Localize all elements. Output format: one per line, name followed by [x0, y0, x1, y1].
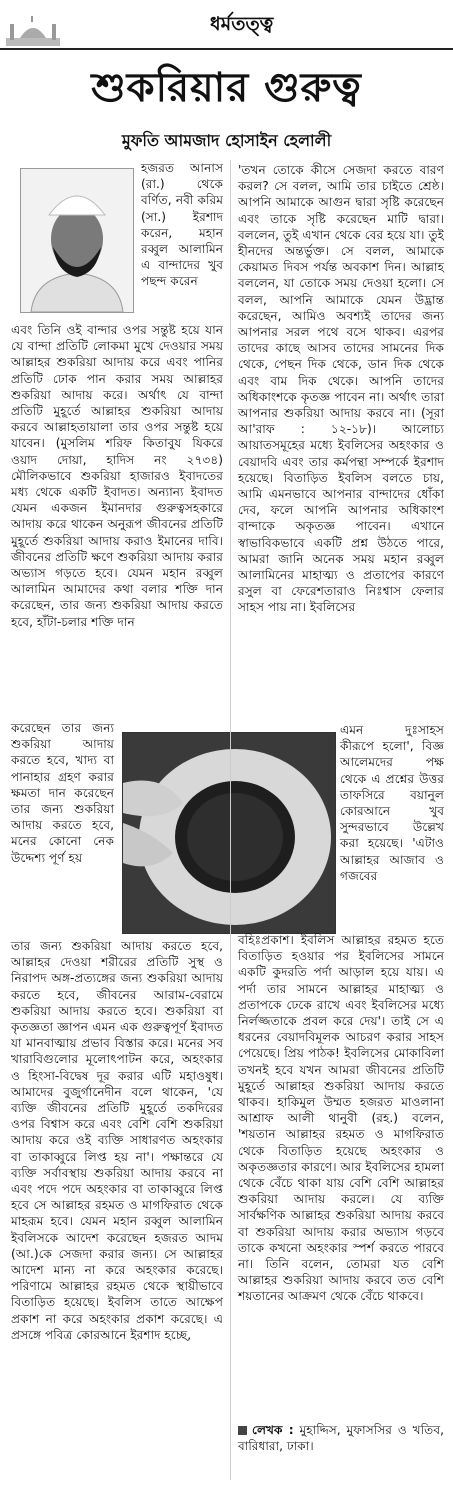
author-note	[238, 1422, 444, 1454]
section-title: ধর্মতত্ত্ব	[210, 13, 274, 35]
column-left-top	[141, 160, 223, 290]
paragraph: এবং তিনি ওই বান্দার ওপর সন্তুষ্ট হয়ে যান যে বান্দা প্রতিটি লোকমা মুখে দেওয়ার সময় আল্লাহর শুকরিয়া আদায় করে এবং পানির প্রতিটি ঢোক পান করার সময় আল্লাহর শুকরিয়া আদায় করে। অর্থাৎ যে বান্দা প্রতিটি মুহূর্তে আল্লাহর শুকরিয়া আদায় করবে আল্লাহতায়ালা তার ওপর সন্তুষ্ট হয়ে যাবেন। (মুসলিম শরিফ কিতাবুয যিকরে ওয়াদ দোয়া, হাদিস নং ২৭৩৪) মৌলিকভাবে শুকরিয়া হাজারও ইবাদতের মধ্য থেকে একটি ইবাদত। অন্যান্য ইবাদত যেমন একজন ইমানদার গুরুত্বসহকারে আদায় করে থাকেন অনুরূপ জীবনের প্রতিটি মুহূর্তে শুকরিয়া আদায় করাও ইমানের দাবি। জীবনের প্রতিটি ক্ষণে শুকরিয়া আদায় করার অভ্যাস গড়তে হবে। যেমন মহান রব্বুল আলামিন আমাদের কথা বলার শক্তি দান করেছেন, তার জন্য শুকরিয়া আদায় করতে হবে, হাঁটা-চলার শক্তি দান	[11, 323, 223, 629]
author-note-text: মুহাদ্দিস, মুফাসসির ও খতিব, বারিধারা, ঢাকা।	[238, 1423, 444, 1454]
paragraph: তার জন্য শুকরিয়া আদায় করতে হবে, আল্লাহর দেওয়া শরীরের প্রতিটি সুস্থ ও নিরাপদ অঙ্গ-প্রত্যঙ্গের জন্য শুকরিয়া আদায় করতে হবে, জীবনের আরাম-বেরামে শুকরিয়া আদায় করতে হবে। শুকরিয়া বা কৃতজ্ঞতা জ্ঞাপন এমন এক গুরুত্বপূর্ণ ইবাদত যা মানবাত্মায় প্রভাব বিস্তার করে। মনের সব খারাবিগুলোর মূলোৎপাটন করে, অহংকার ও হিংসা-বিদ্বেষ দূর করার এটি মহাওষুধ। আমাদের বুজুর্গানেদীন বলে থাকেন, 'যে ব্যক্তি জীবনের প্রতিটি মুহূর্তে তকদিরের ওপর বিশ্বাস করে এবং বেশি বেশি শুকরিয়া আদায় করে ওই ব্যক্তি সাধারণত অহংকার বা তাকাব্বুরে লিপ্ত হয় না'। পক্ষান্তরে যে ব্যক্তি সর্বাবস্থায় শুকরিয়া আদায় করবে না এবং পদে পদে অহংকার বা তাকাব্বুরে লিপ্ত হবে সে আল্লাহর রহমত ও মাগফিরাত থেকে মাহরূম হবে। যেমন মহান রব্বুল আলামিন ইবলিসকে আদেশ করেছেন হজরত আদম (আ.)কে সেজদা করার জন্য। সে আল্লাহর আদেশ মান্য না করে অহংকার করেছে। পরিণামে আল্লাহর রহমত থেকে স্থায়ীভাবে বিতাড়িত হয়েছে। ইবলিস তাতে আক্ষেপ প্রকাশ না করে অহংকার প্রকাশ করেছে। এ প্রসঙ্গে পবিত্র কোরআনে ইরশাদ হচ্ছে,	[11, 939, 223, 1342]
column-right-bottom	[238, 932, 444, 1305]
paragraph: এমন দুঃসাহস কীরূপে হলো', বিজ্ঞ আলেমদের পক্ষ থেকে এ প্রশ্নের উত্তর তাফসিরে বয়ানুল কোরআনে খুব সুন্দরভাবে উল্লেখ করা হয়েছে। 'এটাও আল্লাহর আজাব ও গজবের	[340, 723, 444, 883]
column-left-mid	[11, 720, 114, 866]
byline: মুফতি আমজাদ হোসাইন হেলালী	[121, 131, 332, 150]
author-note-label: লেখক :	[252, 1423, 294, 1437]
column-right-top	[238, 162, 444, 616]
paragraph: 'তখন তোকে কীসে সেজদা করতে বারণ করল? সে বলল, আমি তার চাইতে শ্রেষ্ঠ। আপনি আমাকে আগুন দ্বারা সৃষ্টি করেছেন এবং তাকে সৃষ্টি করেছেন মাটি দ্বারা। বললেন, তুই এখান থেকে বের হয়ে যা। তুই হীনদের অন্তর্ভুক্ত। সে বলল, আমাকে কেয়ামত দিবস পর্যন্ত অবকাশ দিন। আল্লাহ বললেন, যা তোকে সময় দেওয়া হলো। সে বলল, আপনি আমাকে যেমন উদ্ভ্রান্ত করেছেন, আমিও অবশ্যই তাদের জন্য আপনার সরল পথে বসে থাকব। এরপর তাদের কাছে আসব তাদের সামনের দিক থেকে, পেছন দিক থেকে, ডান দিক থেকে এবং বাম দিক থেকে। আপনি তাদের অধিকাংশকে কৃতজ্ঞ পাবেন না। অর্থাৎ তারা আপনার শুকরিয়া আদায় করবে না। (সূরা আ'রাফ : ১২-১৮)। আলোচ্য আয়াতসমূহের মধ্যে ইবলিসের অহংকার ও বেয়াদবি এবং তার কর্মপন্থা সম্পর্কে ইরশাদ হয়েছে। বিতাড়িত ইবলিস বলতে চায়, আমি এমনভাবে আপনার বান্দাদের ধোঁকা দেব, ফলে আপনি আপনার অধিকাংশ বান্দাকে অকৃতজ্ঞ পাবেন। এখানে স্বাভাবিকভাবে একটি প্রশ্ন উঠতে পারে, আমরা জানি অনেক সময় মহান রব্বুল আলামিনের মাহাত্ম্য ও প্রতাপের কারণে রসুল বা ফেরেশতারাও নিঃশ্বাস ফেলার সাহস পায় না। ইবলিসের	[238, 163, 444, 615]
square-bullet-icon	[238, 1426, 247, 1435]
column-left-main	[11, 322, 223, 630]
author-photo	[20, 168, 134, 313]
section-header	[0, 0, 453, 50]
header-divider	[0, 48, 453, 50]
paragraph: বহিঃপ্রকাশ। ইবলিস আল্লাহর রহমত হতে বিতাড়িত হওয়ার পর ইবলিসের সামনে একটি কুদরতি পর্দা আড়াল হয়ে যায়। এ পর্দা তার সামনে আল্লাহর মাহাত্ম্য ও প্রতাপকে ঢেকে রাখে এবং ইবলিসের মধ্যে নির্লজ্জতাকে প্রবল করে দেয়'। তাই সে এ ধরনের বেয়াদবিমূলক আচরণ করার সাহস পেয়েছে। প্রিয় পাঠক! ইবলিসের মোকাবিলা তখনই হবে যখন আমরা জীবনের প্রতিটি মুহূর্তে আল্লাহর শুকরিয়া আদায় করতে থাকব। হাকিমুল উম্মত হজরত মাওলানা আশ্রাফ আলী থানুবী (রহ.) বলেন, 'শয়তান আল্লাহর রহমত ও মাগফিরাত থেকে বিতাড়িত হয়েছে অহংকার ও অকৃতজ্ঞতার কারণে। আর ইবলিসের হামলা থেকে বেঁচে থাকা যায় বেশি বেশি আল্লাহর শুকরিয়া আদায় করলে। যে ব্যক্তি সার্বক্ষণিক আল্লাহর শুকরিয়া আদায় করবে বা শুকরিয়া আদায় করার অভ্যাস গড়বে তাকে কখনো অহংকার স্পর্শ করতে পারবে না। তিনি বলেন, তোমরা যত বেশি আল্লাহর শুকরিয়া আদায় করবে তত বেশি শয়তানের আক্রমণ থেকে বেঁচে থাকবে।	[238, 933, 444, 1304]
mosque-icon	[6, 14, 60, 46]
headline: শুকরিয়ার গুরুত্ব	[91, 65, 362, 111]
column-divider	[230, 160, 231, 1480]
column-right-mid	[340, 722, 444, 884]
paragraph: করেছেন তার জন্য শুকরিয়া আদায় করতে হবে, খাদ্য বা পানাহার গ্রহণ করার ক্ষমতা দান করেছেন তার জন্য শুকরিয়া আদায় করতে হবে, মনের কোনো নেক উদ্দেশ্য পূর্ণ হয়	[11, 721, 114, 865]
prayer-photo	[122, 732, 336, 934]
paragraph: হজরত আনাস (রা.) থেকে বর্ণিত, নবী করিম (সা.) ইরশাদ করেন, মহান রব্বুল আলামিন এ বান্দাদের খুব পছন্দ করেন	[141, 161, 223, 289]
column-left-bottom	[11, 938, 223, 1343]
